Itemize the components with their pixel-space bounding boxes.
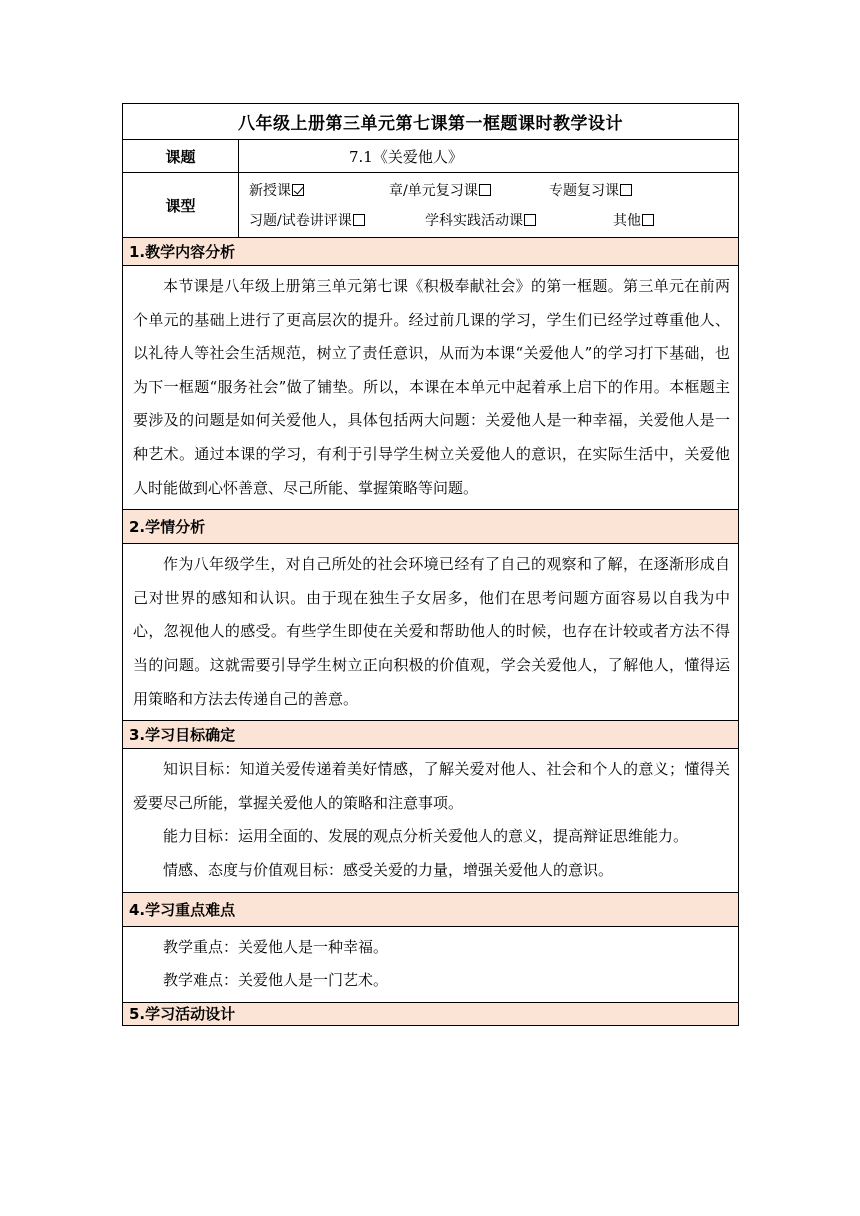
topic-value: 7.1《关爱他人》 xyxy=(239,140,739,173)
option-other[interactable] xyxy=(613,210,654,230)
section-body-key-points xyxy=(123,926,739,1002)
paragraph: 能力目标：运用全面的、发展的观点分析关爱他人的意义，提高辩证思维能力。 xyxy=(163,827,689,846)
lesson-type-options xyxy=(239,173,739,238)
checkbox-icon[interactable] xyxy=(620,184,632,196)
paragraph: 知识目标：知道关爱传递着美好情感，了解关爱对他人、社会和个人的意义；懂得关爱要尽己所能，掌握关爱他人的策略和注意事项。 xyxy=(133,760,730,812)
section-heading-activity-design: 5.学习活动设计 xyxy=(123,1002,739,1025)
section-heading-objectives: 3.学习目标确定 xyxy=(123,721,739,749)
option-new-lesson[interactable] xyxy=(249,180,389,200)
lesson-type-row-2 xyxy=(239,205,738,235)
paragraph: 教学重点：关爱他人是一种幸福。 xyxy=(163,937,389,956)
section-body-content-analysis xyxy=(123,266,739,510)
option-unit-review[interactable] xyxy=(389,180,549,200)
paragraph: 本节课是八年级上册第三单元第七课《积极奉献社会》的第一框题。第三单元在前两个单元的基础上进行了更高层次的提升。经过前几课的学习，学生们已经学过尊重他人、以礼待人等社会生活规范，树立了责任意识，从而为本课“关爱他人”的学习打下基础，也为下一框题“服务社会”做了铺垫。所以，本课在本单元中起着承上启下的作用。本框题主要涉及的问题是如何关爱他人，具体包括两大问题：关爱他人是一种幸福，关爱他人是一种艺术。通过本课的学习，有利于引导学生树立关爱他人的意识，在实际生活中，关爱他人时能做到心怀善意、尽己所能、掌握策略等问题。 xyxy=(133,277,730,497)
option-label: 章/单元复习课 xyxy=(389,183,478,199)
option-label: 学科实践活动课 xyxy=(425,213,523,229)
option-practice-activity[interactable] xyxy=(425,210,613,230)
paragraph: 情感、态度与价值观目标：感受关爱的力量，增强关爱他人的意识。 xyxy=(163,860,614,879)
lesson-type-row-1 xyxy=(239,175,738,205)
option-topic-review[interactable] xyxy=(549,180,632,200)
lesson-plan-table xyxy=(122,103,739,1026)
checked-checkbox-icon[interactable] xyxy=(292,184,304,196)
option-label: 其他 xyxy=(613,213,641,229)
checkbox-icon[interactable] xyxy=(642,214,654,226)
paragraph: 教学难点：关爱他人是一门艺术。 xyxy=(163,971,389,990)
option-label: 习题/试卷讲评课 xyxy=(249,213,352,229)
checkbox-icon[interactable] xyxy=(524,214,536,226)
topic-label: 课题 xyxy=(123,140,239,173)
checkbox-icon[interactable] xyxy=(353,214,365,226)
section-body-objectives xyxy=(123,749,739,892)
lesson-type-label: 课型 xyxy=(123,173,239,238)
checkbox-icon[interactable] xyxy=(479,184,491,196)
section-body-learner-analysis xyxy=(123,544,739,721)
section-heading-learner-analysis: 2.学情分析 xyxy=(123,510,739,544)
option-label: 新授课 xyxy=(249,183,291,199)
option-exercise-review[interactable] xyxy=(249,210,425,230)
option-label: 专题复习课 xyxy=(549,183,619,199)
paragraph: 作为八年级学生，对自己所处的社会环境已经有了自己的观察和了解，在逐渐形成自己对世界的感知和认识。由于现在独生子女居多，他们在思考问题方面容易以自我为中心，忽视他人的感受。有些学生即使在关爱和帮助他人的时候，也存在计较或者方法不得当的问题。这就需要引导学生树立正向积极的价值观，学会关爱他人，了解他人，懂得运用策略和方法去传递自己的善意。 xyxy=(133,555,730,708)
document-title: 八年级上册第三单元第七课第一框题课时教学设计 xyxy=(123,104,739,140)
section-heading-content-analysis: 1.教学内容分析 xyxy=(123,238,739,266)
section-heading-key-points: 4.学习重点难点 xyxy=(123,892,739,926)
